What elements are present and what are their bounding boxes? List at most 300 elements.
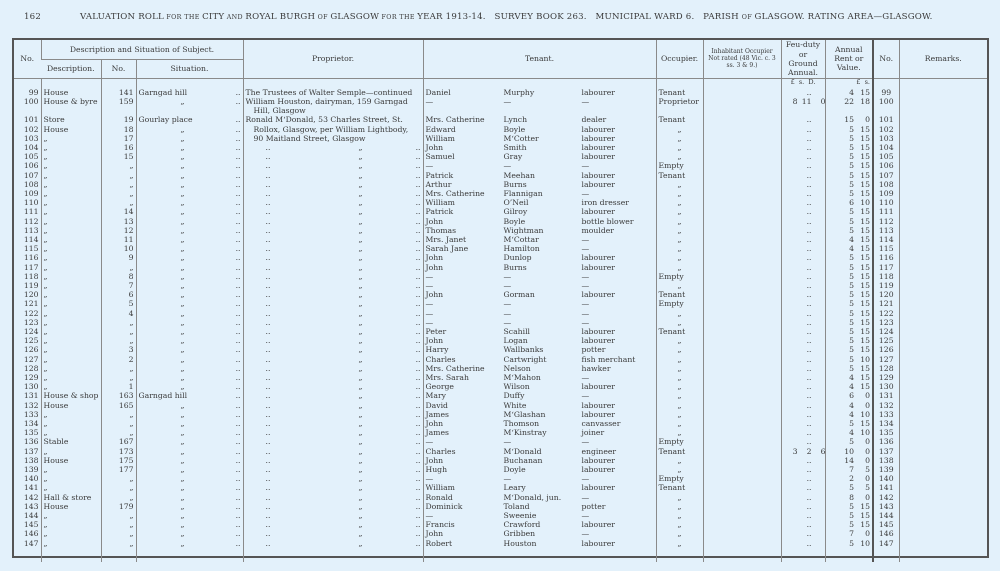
tenant-cell [423, 410, 656, 419]
row-no: 104 [23, 142, 39, 152]
leader-dots: .. [415, 244, 421, 254]
col-annual-rent: Annual Rent or Value. [825, 40, 873, 78]
leader-dots: .. [235, 244, 241, 254]
leader-dots: .. [415, 336, 421, 346]
ditto-mark: „ [358, 446, 363, 456]
rent-pounds: 5 [849, 419, 854, 428]
row-no: 117 [23, 262, 39, 272]
house-no-cell: „ [101, 373, 136, 382]
row-no-right: 116 [873, 253, 899, 262]
feu-pounds: 8 [792, 96, 798, 106]
ditto-mark: „ [358, 354, 363, 364]
title-text: ROYAL BURGH [245, 12, 316, 22]
ditto-mark: „ [358, 244, 363, 254]
description-cell: „ [41, 520, 101, 529]
tenant-surname: Gorman [503, 290, 535, 300]
rent-pounds: 6 [849, 391, 854, 401]
rent-pounds: 5 [849, 363, 854, 373]
ditto-dots: .. [265, 179, 271, 189]
row-no-right: 144 [873, 511, 899, 520]
house-no-cell: 3 [101, 345, 136, 354]
tenant-cell [423, 207, 656, 216]
remarks-cell [899, 327, 987, 336]
remarks-cell [899, 125, 987, 134]
remarks-cell [899, 189, 987, 198]
rent-shillings: 0 [865, 455, 870, 465]
feu-duty-cell [781, 235, 825, 244]
tenant-cell [423, 235, 656, 244]
tenant-first-name: James [425, 428, 449, 438]
annual-rent-cell [825, 207, 873, 216]
table-row [14, 493, 987, 502]
tenant-occupation: labourer [581, 253, 615, 263]
table-row [14, 456, 987, 465]
tenant-occupation: labourer [581, 382, 615, 392]
row-no: 130 [23, 382, 39, 392]
house-no-cell: 9 [101, 253, 136, 262]
tenant-first-name: Francis [425, 520, 455, 530]
description-cell: „ [41, 180, 101, 189]
situation-cell [136, 152, 243, 161]
situation-text: „ [180, 142, 185, 152]
house-no-cell: „ [101, 529, 136, 538]
proprietor-cell [243, 456, 423, 465]
rent-shillings: 15 [860, 234, 870, 244]
inhabitant-occupier-cell [703, 171, 781, 180]
situation-text: „ [180, 455, 185, 465]
tenant-first-name: Patrick [425, 170, 454, 180]
tenant-surname: M‘Kinstray [503, 428, 547, 438]
inhabitant-occupier-cell [703, 447, 781, 456]
rent-pounds: 5 [849, 170, 854, 180]
annual-rent-cell [825, 401, 873, 410]
empty-cell [873, 548, 899, 562]
proprietor-cell [243, 447, 423, 456]
ditto-mark: „ [358, 253, 363, 263]
leader-dots: .. [235, 290, 241, 300]
tenant-surname: M‘Mahon [503, 372, 541, 382]
table-row [14, 281, 987, 290]
feu-duty-cell [781, 465, 825, 474]
remarks-cell [899, 299, 987, 308]
remarks-cell [899, 134, 987, 143]
row-no-right: 108 [873, 180, 899, 189]
house-no-cell: 179 [101, 502, 136, 511]
feu-shillings: .. [806, 308, 812, 318]
rent-pounds: 10 [844, 446, 854, 456]
proprietor-cell [243, 171, 423, 180]
table-row [14, 106, 987, 115]
row-no-right: 137 [873, 447, 899, 456]
proprietor-cell [243, 161, 423, 170]
leader-dots: .. [415, 363, 421, 373]
col-tenant: Tenant. [423, 40, 656, 78]
col-no-right: No. [873, 40, 899, 78]
rent-pounds: 5 [849, 437, 854, 447]
leader-dots: .. [415, 207, 421, 217]
proprietor-cell: The Trustees of Walter Semple—continued [243, 88, 423, 97]
feu-shillings: .. [806, 290, 812, 300]
inhabitant-occupier-cell [703, 318, 781, 327]
annual-rent-cell [825, 88, 873, 97]
description-cell: „ [41, 309, 101, 318]
leader-dots: .. [415, 465, 421, 475]
tenant-first-name: — [425, 317, 434, 327]
proprietor-cell [243, 391, 423, 400]
rent-shillings: 5 [865, 483, 870, 493]
ditto-dots: .. [265, 465, 271, 475]
page-header [0, 12, 1000, 28]
ditto-mark: „ [358, 465, 363, 475]
row-no-right: 141 [873, 483, 899, 492]
rent-shillings: 0 [865, 474, 870, 484]
house-no-cell: 1 [101, 382, 136, 391]
proprietor-cell [243, 493, 423, 502]
feu-shillings: .. [806, 501, 812, 511]
rent-shillings: 18 [860, 96, 870, 106]
tenant-first-name: John [425, 290, 444, 300]
tenant-occupation: labourer [581, 179, 615, 189]
rent-shillings: 15 [860, 262, 870, 272]
situation-text: „ [180, 419, 185, 428]
remarks-cell [899, 355, 987, 364]
leader-dots: .. [415, 326, 421, 336]
tenant-surname: Sweenie [503, 511, 537, 521]
annual-rent-cell [825, 217, 873, 226]
proprietor-cell [243, 217, 423, 226]
col-description: Description. [41, 59, 101, 78]
leader-dots: .. [415, 271, 421, 281]
ditto-mark: „ [358, 409, 363, 419]
leader-dots: .. [415, 317, 421, 327]
tenant-first-name: John [425, 142, 444, 152]
feu-shillings: .. [806, 372, 812, 382]
situation-cell [136, 171, 243, 180]
rent-pounds: 5 [849, 280, 854, 290]
occupier-cell: „ [656, 180, 703, 189]
row-no: 142 [23, 492, 39, 502]
tenant-surname: — [503, 437, 512, 447]
leader-dots: .. [235, 529, 241, 539]
table-row [14, 401, 987, 410]
leader-dots: .. [415, 198, 421, 208]
rent-pounds: 5 [849, 207, 854, 217]
tenant-surname: — [503, 271, 512, 281]
row-no: 111 [23, 207, 39, 217]
ditto-mark: „ [358, 234, 363, 244]
ditto-mark: „ [358, 483, 363, 493]
situation-cell [136, 364, 243, 373]
row-no: 139 [23, 465, 39, 475]
table-row [14, 272, 987, 281]
feu-duty-cell [781, 529, 825, 538]
annual-rent-cell [825, 465, 873, 474]
rent-shillings: 10 [860, 409, 870, 419]
situation-text: „ [180, 280, 185, 290]
table-row [14, 244, 987, 253]
tenant-first-name: Patrick [425, 207, 454, 217]
row-no-right: 138 [873, 456, 899, 465]
remarks-cell [899, 115, 987, 124]
row-no-right: 125 [873, 336, 899, 345]
tenant-surname: Lynch [503, 115, 528, 125]
row-no: 109 [23, 188, 39, 198]
situation-cell [136, 134, 243, 143]
inhabitant-occupier-cell [703, 474, 781, 483]
situation-text: Gourlay place [138, 115, 193, 125]
proprietor-cell [243, 364, 423, 373]
description-cell: „ [41, 327, 101, 336]
row-no-right: 136 [873, 437, 899, 446]
tenant-surname: Gray [503, 152, 523, 162]
leader-dots: .. [235, 483, 241, 493]
tenant-occupation: potter [581, 501, 606, 511]
tenant-first-name: William [425, 133, 455, 143]
row-no: 129 [23, 372, 39, 382]
tenant-cell [423, 125, 656, 134]
description-cell: House [41, 88, 101, 97]
situation-text: „ [180, 198, 185, 208]
house-no-cell: „ [101, 161, 136, 170]
inhabitant-occupier-cell [703, 143, 781, 152]
rent-shillings: 15 [860, 372, 870, 382]
row-no-right: 126 [873, 345, 899, 354]
description-cell: „ [41, 465, 101, 474]
remarks-cell [899, 272, 987, 281]
feu-shillings: .. [806, 244, 812, 254]
row-no-right: 104 [873, 143, 899, 152]
rent-shillings: 0 [865, 115, 870, 125]
feu-shillings: .. [806, 299, 812, 309]
rent-pounds: 4 [849, 409, 854, 419]
leader-dots: .. [235, 382, 241, 392]
occupier-cell: „ [656, 345, 703, 354]
tenant-cell [423, 263, 656, 272]
rent-shillings: 15 [860, 271, 870, 281]
remarks-cell [899, 143, 987, 152]
rent-pounds: 5 [849, 152, 854, 162]
tenant-occupation: hawker [581, 363, 611, 373]
ditto-mark: „ [358, 317, 363, 327]
table-row [14, 483, 987, 492]
house-no-cell: 141 [101, 88, 136, 97]
col-situation: Situation. [136, 59, 243, 78]
rent-pounds: 14 [844, 455, 854, 465]
feu-shillings: .. [806, 115, 812, 125]
tenant-cell [423, 88, 656, 97]
ditto-mark: „ [358, 170, 363, 180]
feu-duty-cell [781, 143, 825, 152]
proprietor-cell [243, 327, 423, 336]
tenant-cell [423, 493, 656, 502]
empty-cell [243, 548, 423, 562]
rent-pounds: 5 [849, 483, 854, 493]
row-no: 127 [23, 354, 39, 364]
ditto-mark: „ [358, 428, 363, 438]
tenant-occupation: engineer [581, 446, 617, 456]
table-row [14, 345, 987, 354]
situation-text: „ [180, 363, 185, 373]
tenant-cell [423, 447, 656, 456]
ditto-dots: .. [265, 280, 271, 290]
tenant-first-name: Mrs. Catherine [425, 363, 485, 373]
annual-rent-cell [825, 364, 873, 373]
tenant-surname: — [503, 161, 512, 171]
tenant-surname: Boyle [503, 124, 526, 134]
feu-shillings: .. [806, 391, 812, 401]
row-no-right: 130 [873, 382, 899, 391]
rent-pounds: 5 [849, 326, 854, 336]
proprietor-cell [243, 253, 423, 262]
leader-dots: .. [235, 280, 241, 290]
ditto-mark: „ [358, 363, 363, 373]
situation-text: „ [180, 290, 185, 300]
tenant-first-name: — [425, 437, 434, 447]
situation-cell [136, 88, 243, 97]
annual-rent-cell [825, 539, 873, 548]
occupier-cell: Empty [656, 437, 703, 446]
situation-cell [136, 207, 243, 216]
tenant-first-name: Arthur [425, 179, 452, 189]
leader-dots: .. [235, 326, 241, 336]
remarks-cell [899, 161, 987, 170]
annual-rent-cell [825, 410, 873, 419]
feu-duty-cell [781, 419, 825, 428]
situation-cell [136, 290, 243, 299]
remarks-cell [899, 493, 987, 502]
ditto-mark: „ [358, 336, 363, 346]
rent-pounds: 5 [849, 161, 854, 171]
feu-shillings: .. [806, 465, 812, 475]
occupier-cell: „ [656, 309, 703, 318]
pence-unit: D. [808, 78, 816, 86]
house-no-cell: 18 [101, 125, 136, 134]
tenant-surname: Boyle [503, 216, 526, 226]
inhabitant-occupier-cell [703, 309, 781, 318]
title-text: SURVEY BOOK 263. MUNICIPAL WARD 6. PARISH [485, 12, 742, 22]
situation-text: „ [180, 345, 185, 355]
house-no-cell: „ [101, 428, 136, 437]
ditto-dots: .. [265, 400, 271, 410]
situation-text: „ [180, 538, 185, 548]
proprietor-cell [243, 437, 423, 446]
proprietor-cell [243, 502, 423, 511]
tenant-occupation: moulder [581, 225, 614, 235]
description-cell: „ [41, 161, 101, 170]
feu-shillings: .. [806, 474, 812, 484]
situation-cell [136, 143, 243, 152]
tenant-surname: M‘Donald, jun. [503, 492, 562, 502]
tenant-cell [423, 281, 656, 290]
leader-dots: .. [235, 262, 241, 272]
ditto-mark: „ [358, 391, 363, 401]
ditto-mark: „ [358, 455, 363, 465]
row-no-right: 140 [873, 474, 899, 483]
proprietor-cell [243, 272, 423, 281]
situation-cell [136, 437, 243, 446]
rent-pounds: 22 [844, 96, 854, 106]
leader-dots: .. [415, 492, 421, 502]
tenant-first-name: Dominick [425, 501, 463, 511]
table-row [14, 290, 987, 299]
house-no-cell: „ [101, 198, 136, 207]
tenant-cell [423, 272, 656, 281]
description-cell: „ [41, 355, 101, 364]
rent-pounds: 5 [849, 520, 854, 530]
feu-duty-cell [781, 88, 825, 97]
situation-cell [136, 520, 243, 529]
occupier-cell: „ [656, 125, 703, 134]
description-cell: „ [41, 217, 101, 226]
description-cell: „ [41, 171, 101, 180]
leader-dots: .. [235, 511, 241, 521]
feu-duty-cell [781, 502, 825, 511]
leader-dots: .. [415, 299, 421, 309]
situation-text: „ [180, 520, 185, 530]
row-no-right: 132 [873, 401, 899, 410]
tenant-cell [423, 152, 656, 161]
occupier-cell: „ [656, 419, 703, 428]
situation-text: „ [180, 483, 185, 493]
house-no-cell: 15 [101, 152, 136, 161]
row-no-right: 114 [873, 235, 899, 244]
situation-cell [136, 217, 243, 226]
row-no: 108 [23, 179, 39, 189]
feu-shillings: .. [806, 428, 812, 438]
feu-duty-cell [781, 263, 825, 272]
tenant-surname: Buchanan [503, 455, 543, 465]
annual-rent-cell [825, 373, 873, 382]
annual-rent-cell [825, 106, 873, 115]
rent-shillings: 15 [860, 336, 870, 346]
tenant-occupation: — [581, 511, 590, 521]
situation-cell [136, 447, 243, 456]
feu-shillings: .. [806, 133, 812, 143]
row-no: 131 [23, 391, 39, 401]
feu-duty-cell [781, 152, 825, 161]
row-no-right: 123 [873, 318, 899, 327]
title-text: AND [224, 14, 246, 21]
tenant-occupation: — [581, 492, 590, 502]
tenant-cell [423, 382, 656, 391]
remarks-cell [899, 456, 987, 465]
situation-cell [136, 318, 243, 327]
leader-dots: .. [235, 124, 241, 134]
situation-cell [136, 97, 243, 106]
rent-pounds: 5 [849, 262, 854, 272]
tenant-cell [423, 529, 656, 538]
rent-pounds: 5 [849, 501, 854, 511]
tenant-first-name: William [425, 483, 455, 493]
annual-rent-cell [825, 290, 873, 299]
ditto-dots: .. [265, 271, 271, 281]
proprietor-cell [243, 483, 423, 492]
leader-dots: .. [415, 234, 421, 244]
rent-pounds: 5 [849, 336, 854, 346]
occupier-cell: „ [656, 134, 703, 143]
house-no-cell: 163 [101, 391, 136, 400]
rent-shillings: 15 [860, 308, 870, 318]
empty-cell [41, 548, 101, 562]
tenant-cell [423, 97, 656, 106]
row-no-right: 113 [873, 226, 899, 235]
remarks-cell [899, 539, 987, 548]
ditto-dots: .. [265, 511, 271, 521]
remarks-cell [899, 318, 987, 327]
situation-text: „ [180, 161, 185, 171]
tenant-cell [423, 198, 656, 207]
tenant-surname: Wilson [503, 382, 530, 392]
